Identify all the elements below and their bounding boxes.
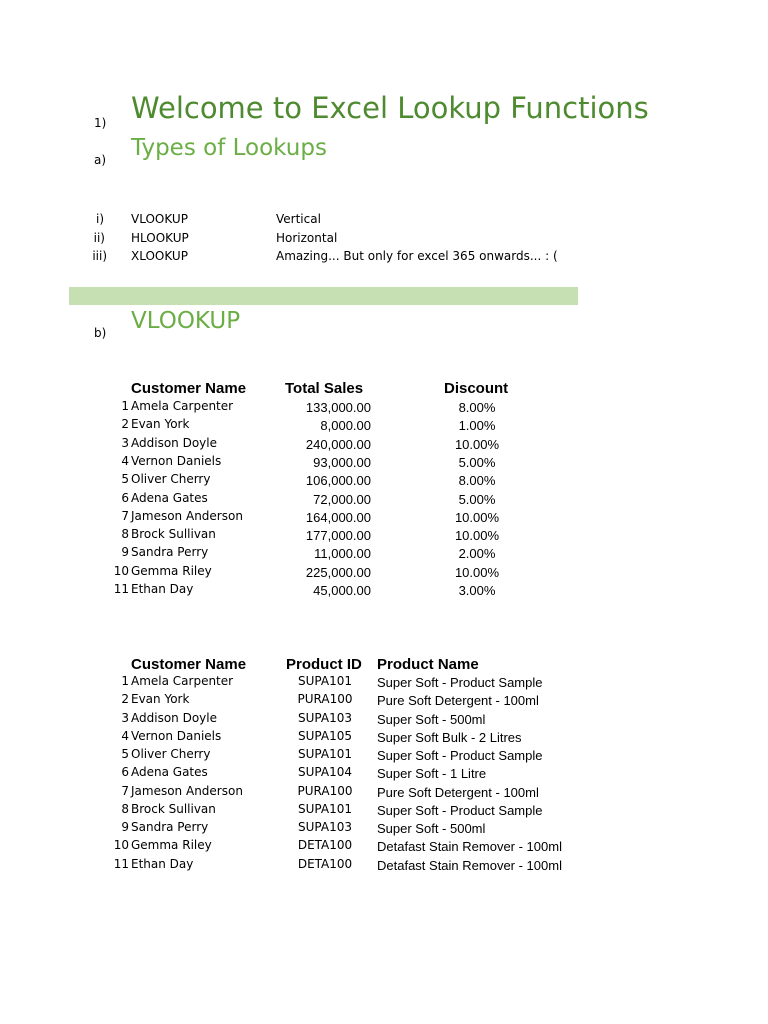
table-row-number: 2 bbox=[121, 417, 129, 432]
table-row-number: 3 bbox=[121, 435, 129, 450]
page-title: Welcome to Excel Lookup Functions bbox=[131, 91, 649, 125]
table-cell-total-sales: 93,000.00 bbox=[313, 454, 371, 470]
subtitle-vlookup: VLOOKUP bbox=[131, 308, 241, 334]
table-cell-discount: 10.00% bbox=[454, 528, 500, 544]
table-cell-product-id: SUPA101 bbox=[298, 801, 352, 816]
table-cell-product-name: Detafast Stain Remover - 100ml bbox=[377, 839, 562, 855]
table-cell-discount: 5.00% bbox=[458, 491, 496, 507]
table-cell-total-sales: 177,000.00 bbox=[305, 528, 371, 544]
table-cell-product-name: Super Soft Bulk - 2 Litres bbox=[377, 729, 522, 745]
table-cell-customer-name: Oliver Cherry bbox=[131, 472, 211, 487]
table-cell-customer-name: Sandra Perry bbox=[131, 545, 209, 560]
table-cell-discount: 5.00% bbox=[458, 454, 496, 470]
table-cell-product-id: SUPA103 bbox=[298, 820, 352, 834]
table-cell-product-name: Super Soft - 500ml bbox=[377, 821, 486, 836]
table2-header-product-name: Product Name bbox=[377, 656, 479, 673]
section-label-b: b) bbox=[94, 326, 107, 340]
table-cell-product-name: Pure Soft Detergent - 100ml bbox=[377, 693, 539, 709]
table-cell-customer-name: Vernon Daniels bbox=[131, 453, 222, 468]
table-row-number: 3 bbox=[121, 710, 129, 725]
table-row-number: 11 bbox=[113, 582, 129, 596]
table-cell-product-id: SUPA104 bbox=[298, 765, 352, 780]
table-cell-discount: 3.00% bbox=[458, 583, 496, 598]
table-cell-total-sales: 8,000.00 bbox=[320, 418, 371, 434]
table-cell-discount: 10.00% bbox=[454, 436, 500, 452]
table-cell-customer-name: Evan York bbox=[131, 692, 190, 707]
table-cell-customer-name: Amela Carpenter bbox=[131, 674, 234, 688]
table-cell-product-id: SUPA103 bbox=[298, 710, 352, 725]
table-row-number: 6 bbox=[121, 490, 129, 505]
table-cell-total-sales: 240,000.00 bbox=[305, 436, 371, 452]
table-cell-product-id: SUPA101 bbox=[298, 674, 352, 688]
table-cell-product-id: PURA100 bbox=[297, 783, 353, 798]
table-cell-product-id: DETA100 bbox=[297, 838, 353, 853]
table-row-number: 10 bbox=[113, 838, 129, 853]
table-row-number: 10 bbox=[113, 563, 129, 578]
table1-header-discount: Discount bbox=[444, 380, 509, 397]
table-row-number: 11 bbox=[113, 856, 129, 871]
table-row-number: 4 bbox=[121, 728, 129, 743]
table-cell-customer-name: Ethan Day bbox=[131, 856, 194, 871]
lookup-type-name: HLOOKUP bbox=[131, 231, 189, 245]
table-row-number: 2 bbox=[121, 692, 129, 707]
table-cell-customer-name: Jameson Anderson bbox=[131, 783, 243, 798]
lookup-type-name: XLOOKUP bbox=[131, 249, 188, 263]
table-row-number: 9 bbox=[121, 545, 129, 560]
section-label-a: a) bbox=[94, 153, 107, 167]
table-cell-discount: 10.00% bbox=[454, 564, 500, 580]
table-cell-total-sales: 72,000.00 bbox=[313, 491, 371, 507]
table-row-number: 7 bbox=[121, 508, 129, 523]
table-cell-product-name: Super Soft - 500ml bbox=[377, 711, 486, 727]
lookup-type-desc: Amazing... But only for excel 365 onwards... : ( bbox=[276, 249, 558, 263]
table1-header-total-sales: Total Sales bbox=[285, 380, 364, 397]
table-cell-total-sales: 133,000.00 bbox=[305, 400, 371, 415]
table-row-number: 9 bbox=[121, 820, 129, 834]
table-cell-customer-name: Vernon Daniels bbox=[131, 728, 222, 743]
subtitle-types-of-lookups: Types of Lookups bbox=[131, 135, 327, 161]
table-cell-product-id: SUPA101 bbox=[298, 747, 352, 761]
table-cell-product-name: Super Soft - Product Sample bbox=[377, 675, 543, 690]
table-cell-customer-name: Brock Sullivan bbox=[131, 527, 216, 542]
table-row-number: 1 bbox=[121, 674, 129, 688]
section-divider-band bbox=[69, 287, 578, 305]
table-cell-total-sales: 106,000.00 bbox=[305, 473, 371, 489]
table-row-number: 7 bbox=[121, 783, 129, 798]
lookup-type-name: VLOOKUP bbox=[131, 212, 188, 226]
table-cell-customer-name: Amela Carpenter bbox=[131, 399, 234, 413]
table-row-number: 5 bbox=[121, 472, 129, 487]
table-row-number: 1 bbox=[121, 399, 129, 413]
table-cell-discount: 8.00% bbox=[458, 400, 496, 415]
table-cell-product-name: Super Soft - 1 Litre bbox=[377, 766, 487, 782]
table-cell-customer-name: Adena Gates bbox=[131, 490, 208, 505]
table-cell-product-name: Detafast Stain Remover - 100ml bbox=[377, 857, 562, 873]
table-cell-total-sales: 11,000.00 bbox=[314, 546, 371, 562]
table-cell-discount: 2.00% bbox=[458, 546, 496, 562]
table-cell-discount: 8.00% bbox=[458, 473, 496, 489]
table-row-number: 5 bbox=[121, 747, 129, 761]
roman-i: i) bbox=[95, 212, 104, 226]
table-cell-total-sales: 225,000.00 bbox=[305, 564, 371, 580]
table-cell-product-name: Pure Soft Detergent - 100ml bbox=[377, 784, 539, 800]
table-cell-product-name: Super Soft - Product Sample bbox=[377, 802, 543, 818]
table-row-number: 8 bbox=[121, 801, 129, 816]
table2-header-product-id: Product ID bbox=[286, 656, 362, 673]
table-cell-customer-name: Sandra Perry bbox=[131, 820, 209, 834]
table-cell-customer-name: Addison Doyle bbox=[131, 435, 217, 450]
lookup-type-desc: Vertical bbox=[276, 212, 321, 226]
table-cell-customer-name: Adena Gates bbox=[131, 765, 208, 780]
roman-iii: iii) bbox=[92, 249, 107, 263]
table-cell-customer-name: Gemma Riley bbox=[131, 838, 212, 853]
table-cell-total-sales: 164,000.00 bbox=[305, 509, 371, 525]
table-cell-customer-name: Gemma Riley bbox=[131, 563, 212, 578]
table2-header-customer-name: Customer Name bbox=[131, 656, 247, 673]
table-row-number: 6 bbox=[121, 765, 129, 780]
table-cell-product-id: PURA100 bbox=[297, 692, 353, 707]
table-cell-product-id: DETA100 bbox=[297, 856, 353, 871]
table-cell-customer-name: Ethan Day bbox=[131, 582, 194, 596]
table-cell-customer-name: Jameson Anderson bbox=[131, 508, 243, 523]
table-row-number: 8 bbox=[121, 527, 129, 542]
table-cell-total-sales: 45,000.00 bbox=[313, 583, 371, 598]
table-cell-customer-name: Evan York bbox=[131, 417, 190, 432]
table-row-number: 4 bbox=[121, 453, 129, 468]
table-cell-customer-name: Brock Sullivan bbox=[131, 801, 216, 816]
table-cell-discount: 1.00% bbox=[458, 418, 496, 434]
table-cell-product-id: SUPA105 bbox=[298, 728, 352, 743]
section-number-1: 1) bbox=[94, 116, 107, 130]
table-cell-product-name: Super Soft - Product Sample bbox=[377, 748, 543, 763]
table-cell-customer-name: Oliver Cherry bbox=[131, 747, 211, 761]
table-cell-customer-name: Addison Doyle bbox=[131, 710, 217, 725]
lookup-type-desc: Horizontal bbox=[276, 231, 338, 245]
roman-ii: ii) bbox=[93, 231, 105, 245]
table-cell-discount: 10.00% bbox=[454, 509, 500, 525]
table1-header-customer-name: Customer Name bbox=[131, 380, 247, 397]
